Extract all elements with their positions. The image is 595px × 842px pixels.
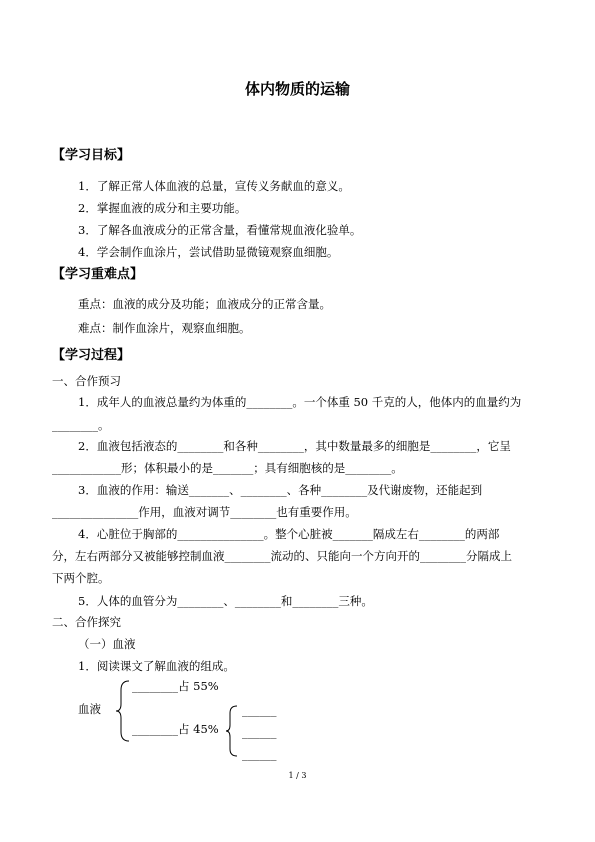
diagram-brace-sub — [225, 705, 239, 757]
q1-line2: ________。 — [52, 418, 110, 432]
goal-item-1: 1．了解正常人体血液的总量，宣传义务献血的意义。 — [78, 179, 350, 193]
diagram-brace-main — [115, 680, 131, 742]
q5-line: 5．人体的血管分为________、________和________三种。 — [78, 594, 373, 608]
key-point-2: 难点：制作血涂片，观察血细胞。 — [78, 321, 251, 335]
q4-line1: 4．心脏位于胸部的_______________。整个心脏被_______隔成左右________的两部 — [78, 527, 500, 541]
goal-item-4: 4．学会制作血涂片，尝试借助显微镜观察血细胞。 — [78, 245, 339, 259]
q2-line1: 2．血液包括液态的________和各种________，其中数量最多的细胞是________，它呈 — [78, 439, 511, 453]
q4-line3: 下两个腔。 — [52, 571, 110, 585]
goals-heading: 【学习目标】 — [52, 148, 131, 163]
diagram-top-branch: ________占 55% — [132, 679, 219, 693]
diagram-sub-blank-1: ______ — [242, 703, 277, 717]
process-heading: 【学习过程】 — [52, 348, 131, 363]
goal-item-2: 2．掌握血液的成分和主要功能。 — [78, 201, 247, 215]
key-point-1: 重点：血液的成分及功能；血液成分的正常含量。 — [78, 297, 331, 311]
preview-heading: 一、合作预习 — [52, 374, 121, 388]
q2-line2: ____________形；体积最小的是_______；具有细胞核的是________。 — [52, 461, 403, 475]
page-number: 1 / 3 — [288, 771, 307, 780]
diagram-sub-blank-2: ______ — [242, 725, 277, 739]
diagram-sub-blank-3: ______ — [242, 747, 277, 761]
q4-line2: 分，左右两部分又被能够控制血液________流动的、只能向一个方向开的________分隔成上 — [52, 549, 512, 563]
key-heading: 【学习重难点】 — [52, 267, 144, 282]
q3-line1: 3．血液的作用：输送_______、________、各种________及代谢废物，还能起到 — [78, 483, 483, 497]
q3-line2: _______________作用，血液对调节________也有重要作用。 — [52, 505, 357, 519]
explore-sub1: （一）血液 — [78, 637, 136, 651]
diagram-bottom-branch: ________占 45% — [132, 722, 219, 736]
diagram-root-label: 血液 — [78, 702, 101, 716]
goal-item-3: 3．了解各血液成分的正常含量，看懂常规血液化验单。 — [78, 223, 362, 237]
q1-line1: 1．成年人的血液总量约为体重的________。一个体重 50 千克的人，他体内的血量约为 — [78, 395, 522, 409]
explore-heading: 二、合作探究 — [52, 615, 121, 629]
page-title: 体内物质的运输 — [244, 80, 350, 98]
explore-task1: 1．阅读课文了解血液的组成。 — [78, 659, 235, 673]
